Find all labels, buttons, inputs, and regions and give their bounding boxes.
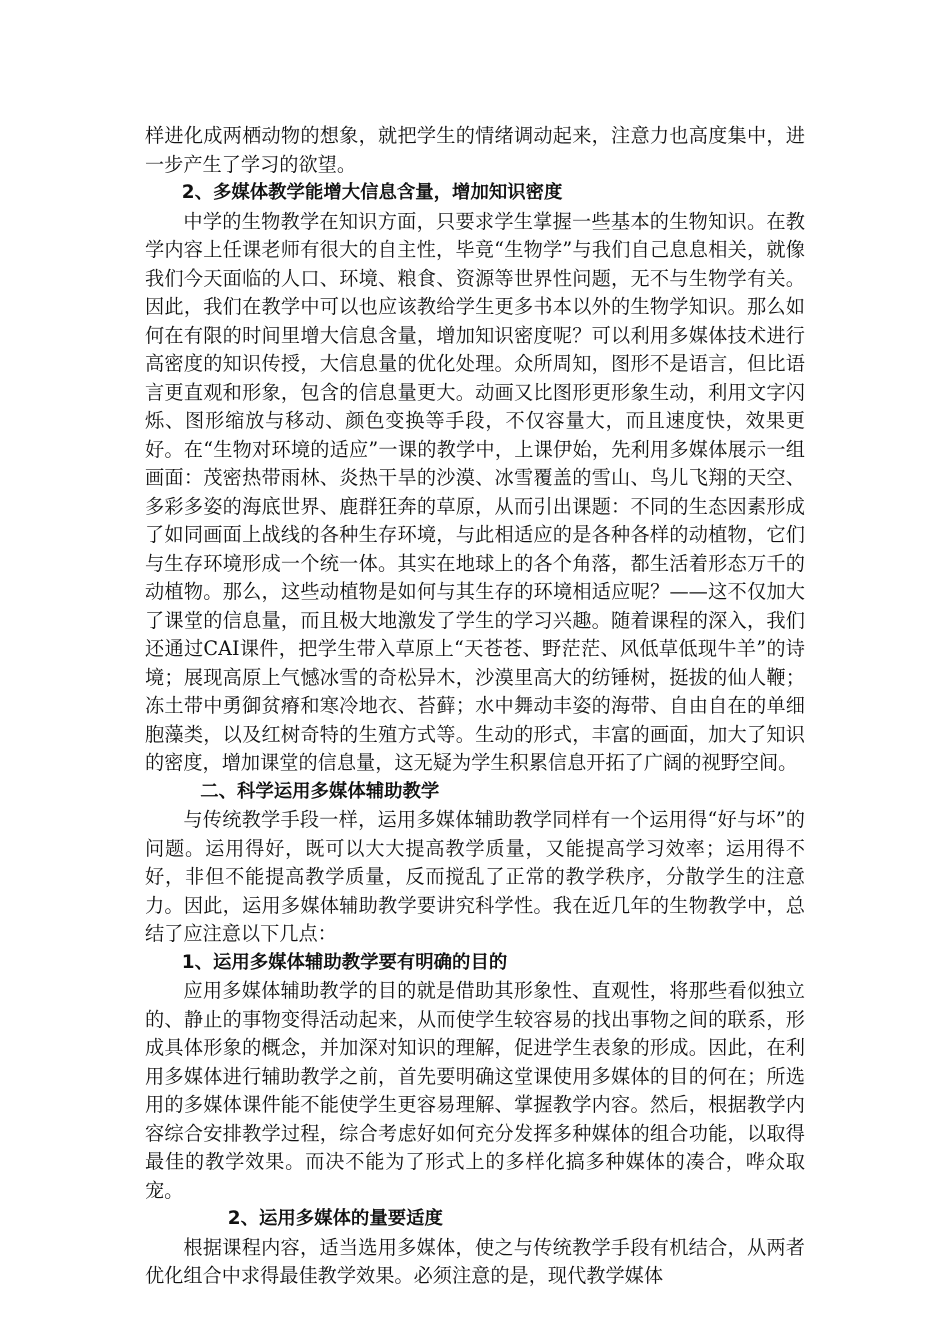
paragraph-info-density: 中学的生物教学在知识方面，只要求学生掌握一些基本的生物知识。在教学内容上任课老师有很大的自主性，毕竟“生物学”与我们自己息息相关，就像我们今天面临的人口、环境、粮食、资源等世界性问题，无不与生物学有关。因此，我们在教学中可以也应该教给学生更多书本以外的生物学知识。那么如何在有限的时间里增大信息含量，增加知识密度呢？可以利用多媒体技术进行高密度的知识传授，大信息量的优化处理。众所周知，图形不是语言，但比语言更直观和形象，包含的信息量更大。动画又比图形更形象生动，利用文字闪烁、图形缩放与移动、颜色变换等手段，不仅容量大，而且速度快，效果更好。在“生物对环境的适应”一课的教学中，上课伊始，先利用多媒体展示一组画面：茂密热带雨林、炎热干旱的沙漠、冰雪覆盖的雪山、鸟儿飞翔的天空、多彩多姿的海底世界、鹿群狂奔的草原，从而引出课题：不同的生态因素形成了如同画面上战线的各种生存环境，与此相适应的是各种各样的动植物，它们与生存环境形成一个统一体。其实在地球上的各个角落，都生活着形态万千的动植物。那么，这些动植物是如何与其生存的环境相适应呢？——这不仅加大了课堂的信息量，而且极大地激发了学生的学习兴趣。随着课程的深入，我们还通过CAI课件，把学生带入草原上“天苍苍、野茫茫、风低草低现牛羊”的诗境；展现高原上气憾冰雪的奇松异木，沙漠里高大的纺锤树，挺拔的仙人鞭；冻土带中勇御贫瘠和寒冷地衣、苔藓；水中舞动丰姿的海带、自由自在的单细胞藻类，以及红树奇特的生殖方式等。生动的形式，丰富的画面，加大了知识的密度，增加课堂的信息量，这无疑为学生积累信息开拓了广阔的视野空间。 (145, 209, 805, 774)
heading-info-density: 2、多媒体教学能增大信息含量，增加知识密度 (181, 182, 563, 203)
heading-section-two: 二、科学运用多媒体辅助教学 (200, 780, 440, 802)
paragraph-intro-continuation: 样进化成两栖动物的想象，就把学生的情绪调动起来，注意力也高度集中，进一步产生了学习的欲望。 (145, 124, 805, 176)
heading-clear-purpose: 1、运用多媒体辅助教学要有明确的目的 (181, 951, 508, 973)
document-page (145, 122, 805, 1291)
paragraph-clear-purpose: 应用多媒体辅助教学的目的就是借助其形象性、直观性，将那些看似独立的、静止的事物变得活动起来，从而使学生较容易的找出事物之间的联系，形成具体形象的概念，并加深对知识的理解，促进学生表象的形成。因此，在利用多媒体进行辅助教学之前，首先要明确这堂课使用多媒体的目的何在；所选用的多媒体课件能不能使学生更容易理解、掌握教学内容。然后，根据教学内容综合安排教学过程，综合考虑好如何充分发挥多种媒体的组合功能，以取得最佳的教学效果。而决不能为了形式上的多样化搞多种媒体的凑合，哗众取宠。 (145, 979, 805, 1202)
paragraph-moderate-amount: 根据课程内容，适当选用多媒体，使之与传统教学手段有机结合，从两者优化组合中求得最佳教学效果。必须注意的是，现代教学媒体 (145, 1235, 805, 1287)
heading-moderate-amount: 2、运用多媒体的量要适度 (227, 1208, 443, 1229)
paragraph-section-two: 与传统教学手段一样，运用多媒体辅助教学同样有一个运用得“好与坏”的问题。运用得好，既可以大大提高教学质量，又能提高学习效率；运用得不好，非但不能提高教学质量，反而搅乱了正常的教学秩序，分散学生的注意力。因此，运用多媒体辅助教学要讲究科学性。我在近几年的生物教学中，总结了应注意以下几点： (145, 808, 805, 945)
